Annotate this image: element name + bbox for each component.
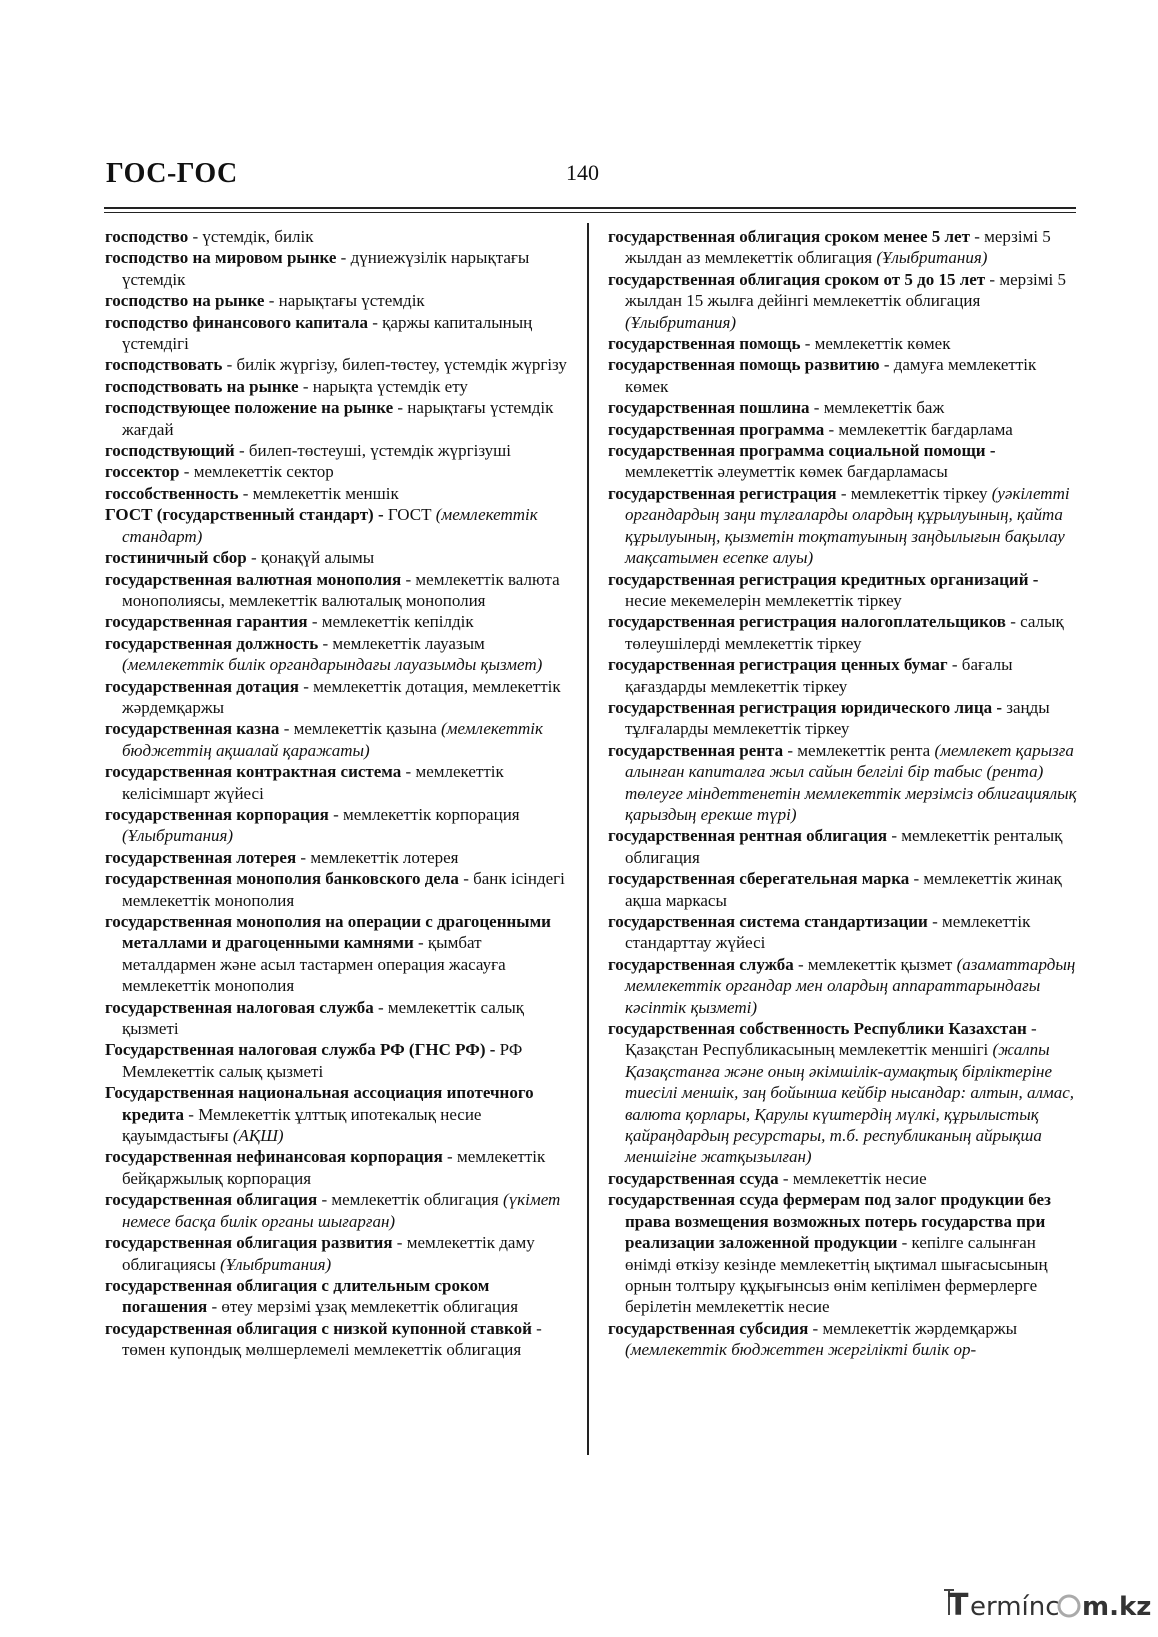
dictionary-entry bbox=[105, 1146, 575, 1189]
dictionary-entry bbox=[608, 697, 1078, 740]
dictionary-entry bbox=[608, 1168, 1078, 1189]
entry-definition: - мемлекеттік бағдарлама bbox=[824, 419, 1013, 439]
entry-definition: - мемлекеттік стандарттау жүйесі bbox=[625, 912, 1031, 953]
dictionary-entry bbox=[105, 461, 575, 482]
column-divider bbox=[587, 223, 589, 1455]
dictionary-entry bbox=[608, 333, 1078, 354]
dictionary-entry bbox=[105, 1318, 575, 1361]
entry-definition: несие мекемелерін мемлекеттік тіркеу bbox=[625, 590, 902, 610]
entry-definition: - үстемдік, билік bbox=[188, 227, 314, 246]
entry-definition: - мемлекеттік даму облигациясы bbox=[122, 1233, 535, 1274]
entry-definition: - нарықта үстемдік ету bbox=[298, 376, 468, 396]
dictionary-entry bbox=[105, 633, 575, 676]
entry-definition: - өтеу мерзімі ұзақ мемлекеттік облигация bbox=[207, 1297, 519, 1317]
entry-definition: - мемлекеттік несие bbox=[778, 1168, 927, 1188]
entry-term: государственная программа социальной помощи - bbox=[608, 441, 996, 461]
entry-term: ГОСТ (государственный стандарт) - bbox=[105, 505, 384, 525]
entry-definition: - мемлекеттік корпорация bbox=[328, 804, 520, 824]
entry-note: (уәкілетті органдардың заңи тұлғаларды олардың құрылуының, қайта құрылуының, қызметін тоқтатуының заңдылығын бақылау мақсатымен есепке алуы) bbox=[625, 483, 1070, 568]
dictionary-entry bbox=[608, 483, 1078, 569]
entry-definition: - мемлекеттік кепілдік bbox=[307, 612, 474, 632]
entry-term: государственная монополия банковского дела bbox=[105, 869, 459, 889]
entry-term: государственная пошлина bbox=[608, 398, 810, 418]
dictionary-entry bbox=[105, 1189, 575, 1232]
entry-term: государственная ссуда bbox=[608, 1168, 779, 1188]
dictionary-entry bbox=[105, 569, 575, 612]
entry-term: государственная монополия на операции с драгоценными металлами и драгоценными камнями bbox=[105, 912, 551, 953]
logo-text-end: m.kz bbox=[1082, 1592, 1152, 1622]
entry-term: государственная регистрация налогоплательщиков bbox=[608, 612, 1006, 632]
entry-term: государственная нефинансовая корпорация bbox=[105, 1147, 443, 1167]
entry-definition: - мемлекеттік валюта монополиясы, мемлекеттік валюталық монополия bbox=[122, 569, 560, 610]
dictionary-entry bbox=[105, 761, 575, 804]
entry-term: государственная регистрация ценных бумаг bbox=[608, 655, 948, 675]
entry-term: государственная регистрация bbox=[608, 483, 837, 503]
entry-note: (мемлекеттік бюджеттен жергілікті билік ор- bbox=[625, 1340, 977, 1360]
dictionary-entry bbox=[105, 1232, 575, 1275]
entry-term: государственная валютная монополия bbox=[105, 569, 402, 589]
dictionary-entry bbox=[105, 868, 575, 911]
dictionary-entry bbox=[105, 1275, 575, 1318]
entry-term: государственная собственность Республики Казахстан bbox=[608, 1019, 1027, 1039]
dictionary-entry bbox=[105, 547, 575, 568]
entry-definition: - мемлекеттік лотерея bbox=[296, 847, 459, 867]
page-header-title: ГОС-ГОС bbox=[106, 158, 238, 189]
logo-text-middle: ermínc bbox=[970, 1592, 1060, 1622]
entry-term: государственная корпорация bbox=[105, 804, 329, 824]
dictionary-entry bbox=[608, 868, 1078, 911]
entry-term: государственная сберегательная марка bbox=[608, 869, 910, 889]
entry-term: государственная служба bbox=[608, 954, 794, 974]
entry-definition: - нарықтағы үстемдік жағдай bbox=[122, 398, 554, 439]
entry-term: господство на мировом рынке bbox=[105, 248, 337, 268]
entry-definition: - мемлекеттік тіркеу bbox=[836, 483, 992, 503]
entry-definition: - қонақүй алымы bbox=[246, 548, 375, 568]
entry-term: господство bbox=[105, 227, 189, 246]
entry-term: государственная облигация bbox=[105, 1190, 318, 1210]
dictionary-entry bbox=[105, 611, 575, 632]
entry-definition: - Мемлекеттік ұлттық ипотекалық несие қауымдастығы bbox=[122, 1104, 482, 1146]
entry-definition: - салық төлеушілерді мемлекеттік тіркеу bbox=[625, 612, 1064, 653]
entry-definition: - билік жүргізу, билеп-төстеу, үстемдік жүргізу bbox=[222, 355, 567, 375]
dictionary-entry bbox=[608, 569, 1078, 612]
dictionary-entry bbox=[608, 954, 1078, 1018]
entry-definition: - мемлекеттік бейқаржылық корпорация bbox=[122, 1147, 546, 1188]
entry-note: (мемлекеттік стандарт) bbox=[122, 505, 538, 546]
dictionary-entry bbox=[105, 226, 575, 247]
entry-term: государственная облигация с низкой купонной ставкой bbox=[105, 1318, 532, 1338]
entry-term: господство на рынке bbox=[105, 291, 265, 311]
entry-term: Государственная налоговая служба РФ (ГНС РФ) - bbox=[105, 1040, 496, 1060]
entry-definition: - дүниежүзілік нарықтағы үстемдік bbox=[122, 248, 530, 289]
entry-term: государственная гарантия bbox=[105, 612, 308, 632]
left-column bbox=[105, 226, 575, 1361]
dictionary-entry bbox=[608, 825, 1078, 868]
entry-definition: - мемлекеттік меншік bbox=[238, 483, 399, 503]
entry-term: госсектор bbox=[105, 462, 180, 482]
entry-definition: - мемлекеттік рента bbox=[783, 740, 935, 760]
entry-note: (АҚШ) bbox=[232, 1126, 284, 1146]
dictionary-entry bbox=[608, 354, 1078, 397]
logo-letter-t: T bbox=[948, 1588, 969, 1623]
dictionary-entry bbox=[105, 440, 575, 461]
entry-term: госсобственность bbox=[105, 483, 239, 503]
termincom-logo bbox=[944, 1585, 1152, 1625]
dictionary-entry bbox=[608, 654, 1078, 697]
dictionary-entry bbox=[105, 483, 575, 504]
entry-definition: - бағалы қағаздарды мемлекеттік тіркеу bbox=[625, 655, 1013, 696]
entry-term: господствовать на рынке bbox=[105, 376, 299, 396]
entry-term: государственная дотация bbox=[105, 676, 299, 696]
entry-definition: - мерзімі 5 жылдан аз мемлекеттік облигация bbox=[625, 227, 1051, 268]
header-rule-thin bbox=[104, 212, 1076, 213]
dictionary-entry bbox=[608, 440, 1078, 483]
entry-definition: - нарықтағы үстемдік bbox=[264, 291, 425, 311]
dictionary-entry bbox=[105, 847, 575, 868]
dictionary-entry bbox=[608, 1189, 1078, 1317]
entry-definition: - мемлекеттік сектор bbox=[179, 462, 334, 482]
entry-term: государственная рентная облигация bbox=[608, 826, 888, 846]
entry-definition: - қымбат металдармен және асыл тастармен операция жасауға мемлекеттік монополия bbox=[122, 933, 506, 996]
dictionary-entry bbox=[105, 1039, 575, 1082]
entry-definition: - мемлекеттік жинақ ақша маркасы bbox=[625, 869, 1062, 910]
entry-definition: РФ Мемлекеттік салық қызметі bbox=[122, 1040, 523, 1081]
entry-note: (Ұлыбритания) bbox=[122, 826, 234, 846]
dictionary-entry bbox=[105, 504, 575, 547]
dictionary-entry bbox=[105, 312, 575, 355]
entry-term: господствующее положение на рынке bbox=[105, 398, 394, 418]
entry-note: (азаматтардың мемлекеттік органдар мен олардың аппараттарындағы кәсіптік қызметі) bbox=[625, 954, 1076, 1017]
entry-definition: - төмен купондық мөлшерлемелі мемлекеттік облигация bbox=[122, 1318, 542, 1360]
entry-term: государственная контрактная система bbox=[105, 762, 402, 782]
entry-definition: - мемлекеттік салық қызметі bbox=[122, 997, 525, 1039]
dictionary-entry bbox=[105, 911, 575, 997]
entry-term: государственная налоговая служба bbox=[105, 997, 374, 1017]
entry-term: государственная программа bbox=[608, 419, 825, 439]
entry-definition: - мемлекеттік қызмет bbox=[793, 954, 957, 974]
entry-definition: - мемлекеттік ренталық облигация bbox=[625, 826, 1063, 867]
entry-definition: - мерзімі 5 жылдан 15 жылға дейінгі мемлекеттік облигация bbox=[625, 269, 1067, 311]
entry-note: (Ұлыбритания) bbox=[220, 1254, 332, 1274]
entry-definition: - кепілге салынған өнімді өткізу кезінде мемлекеттің ықтимал шығасысының орнын толтыру құқығынсыз өнім кепілімен фермерлерге берілетін мемлекеттік несие bbox=[625, 1233, 1048, 1317]
dictionary-entry bbox=[608, 397, 1078, 418]
header-rule bbox=[104, 207, 1076, 209]
entry-note: (мемлекеттік бюджеттің ақшалай қаражаты) bbox=[122, 719, 543, 760]
entry-term: государственная помощь развитию bbox=[608, 355, 880, 375]
dictionary-entry bbox=[105, 290, 575, 311]
entry-term: господствующий bbox=[105, 441, 235, 461]
dictionary-entry bbox=[608, 1018, 1078, 1168]
dictionary-entry bbox=[608, 226, 1078, 269]
entry-term: государственная система стандартизации bbox=[608, 912, 928, 931]
entry-term: государственная лотерея bbox=[105, 847, 297, 867]
entry-definition: - мемлекеттік лауазым bbox=[318, 633, 485, 653]
entry-note: (Ұлыбритания) bbox=[625, 312, 737, 332]
dictionary-entry bbox=[105, 676, 575, 719]
entry-definition: - мемлекеттік дотация, мемлекеттік жәрдемқаржы bbox=[122, 676, 561, 717]
entry-term: государственная должность bbox=[105, 633, 319, 653]
entry-definition: - мемлекеттік келісімшарт жүйесі bbox=[122, 762, 504, 803]
entry-term: государственная регистрация юридического лица - bbox=[608, 697, 1003, 717]
entry-definition: - мемлекеттік баж bbox=[809, 398, 945, 418]
entry-definition: - мемлекеттік облигация bbox=[317, 1190, 504, 1210]
dictionary-entry bbox=[608, 419, 1078, 440]
entry-definition: - банк ісіндегі мемлекеттік монополия bbox=[122, 869, 565, 910]
page-number: 140 bbox=[566, 160, 599, 185]
entry-term: государственная казна bbox=[105, 719, 280, 739]
logo-o-circle bbox=[1059, 1596, 1079, 1616]
entry-term: государственная облигация с длительным сроком погашения bbox=[105, 1275, 490, 1317]
entry-definition: заңды тұлғаларды мемлекеттік тіркеу bbox=[625, 697, 1050, 739]
entry-term: господствовать bbox=[105, 355, 223, 375]
entry-definition: - Қазақстан Республикасының мемлекеттік меншігі bbox=[625, 1019, 1037, 1060]
entry-definition: - билеп-төстеуші, үстемдік жүргізуші bbox=[234, 441, 511, 461]
dictionary-entry bbox=[105, 718, 575, 761]
entry-term: государственная облигация развития bbox=[105, 1233, 393, 1253]
entry-term: государственная облигация сроком от 5 до 15 лет bbox=[608, 269, 986, 289]
dictionary-entry bbox=[608, 269, 1078, 333]
entry-note: (жалпы Қазақстанға және оның әкімшілік-аумақтық бірліктеріне тиесілі меншік, заң бойынша кейбір нысандар: алтын, алмас, валюта қорлары, Қарулы күштердің мүлкі, құрылыстық қайраңдардың ресурстары, т.б. республиканың айрықша меншігіне жатқызылған) bbox=[625, 1040, 1075, 1167]
entry-term: государственная ссуда фермерам под залог продукции без права возмещения возможных потерь государства при реализации заложенной продукции bbox=[608, 1190, 1051, 1253]
entry-definition: мемлекеттік әлеуметтік көмек бағдарламасы bbox=[625, 462, 948, 482]
entry-definition: - қаржы капиталының үстемдігі bbox=[122, 312, 533, 354]
entry-term: государственная помощь bbox=[608, 334, 801, 354]
entry-note: (мемлекет қарызға алынған капиталға жыл сайын белгілі бір табыс (рента) төлеуге міндеттенетін мемлекеттік мерзімсіз облигациялық қарыздың ерекше түрі) bbox=[625, 740, 1077, 824]
entry-term: гостиничный сбор bbox=[105, 548, 247, 568]
dictionary-entry bbox=[105, 804, 575, 847]
dictionary-entry bbox=[608, 1318, 1078, 1361]
dictionary-entry bbox=[105, 376, 575, 397]
entry-definition: - дамуға мемлекеттік көмек bbox=[625, 355, 1037, 396]
entry-term: Государственная национальная ассоциация ипотечного кредита bbox=[105, 1083, 534, 1124]
dictionary-entry bbox=[105, 1082, 575, 1146]
entry-definition: ГОСТ bbox=[383, 505, 436, 525]
entry-definition: - мемлекеттік көмек bbox=[800, 334, 951, 354]
dictionary-entry bbox=[105, 247, 575, 290]
entry-note: (үкімет немесе басқа билік органы шығарған) bbox=[122, 1190, 561, 1231]
entry-term: государственная облигация сроком менее 5 лет bbox=[608, 227, 970, 246]
dictionary-entry bbox=[105, 354, 575, 375]
dictionary-entry bbox=[105, 397, 575, 440]
entry-term: государственная рента bbox=[608, 740, 784, 760]
right-column bbox=[608, 226, 1078, 1361]
entry-term: государственная субсидия bbox=[608, 1318, 809, 1338]
entry-note: (Ұлыбритания) bbox=[876, 248, 988, 268]
entry-note: (мемлекеттік билік органдарындағы лауазымды қызмет) bbox=[122, 655, 543, 675]
dictionary-entry bbox=[608, 611, 1078, 654]
entry-term: государственная регистрация кредитных организаций - bbox=[608, 569, 1039, 589]
entry-definition: - мемлекеттік жәрдемқаржы bbox=[808, 1318, 1018, 1338]
dictionary-entry bbox=[608, 911, 1078, 954]
entry-definition: - мемлекеттік қазына bbox=[279, 719, 441, 739]
dictionary-entry bbox=[105, 997, 575, 1040]
dictionary-entry bbox=[608, 740, 1078, 826]
entry-term: господство финансового капитала bbox=[105, 312, 368, 332]
